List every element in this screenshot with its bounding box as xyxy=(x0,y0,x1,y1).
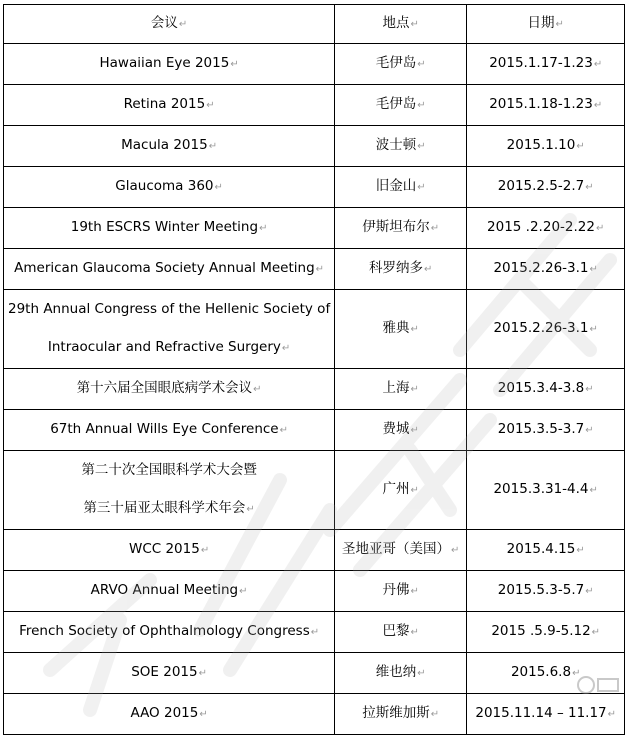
date-cell: 2015.5.3-5.7↵ xyxy=(467,571,625,612)
location-cell: 毛伊岛↵ xyxy=(335,44,467,85)
table-row xyxy=(4,451,625,530)
date-cell: 2015.1.10↵ xyxy=(467,126,625,167)
location-cell: 丹佛↵ xyxy=(335,571,467,612)
table-row xyxy=(4,44,625,85)
conference-name-cell: 19th ESCRS Winter Meeting↵ xyxy=(4,208,335,249)
location-cell: 波士顿↵ xyxy=(335,126,467,167)
date-cell: 2015.6.8↵ xyxy=(467,653,625,694)
date-cell: 2015.4.15↵ xyxy=(467,530,625,571)
location-cell: 毛伊岛↵ xyxy=(335,85,467,126)
location-cell: 维也纳↵ xyxy=(335,653,467,694)
conference-name-cell: American Glaucoma Society Annual Meeting↵ xyxy=(4,249,335,290)
location-cell: 费城↵ xyxy=(335,410,467,451)
location-cell: 拉斯维加斯↵ xyxy=(335,694,467,735)
location-cell: 圣地亚哥（美国）↵ xyxy=(335,530,467,571)
table-row xyxy=(4,694,625,735)
location-cell: 广州↵ xyxy=(335,451,467,530)
conference-name-cell: WCC 2015↵ xyxy=(4,530,335,571)
date-cell: 2015.2.26-3.1↵ xyxy=(467,249,625,290)
location-cell: 雅典↵ xyxy=(335,290,467,369)
location-cell: 旧金山↵ xyxy=(335,167,467,208)
conference-name-cell: 第二十次全国眼科学术大会暨 第三十届亚太眼科学术年会↵ xyxy=(4,451,335,530)
header-name: 会议↵ xyxy=(4,5,335,44)
table-row xyxy=(4,410,625,451)
table-body xyxy=(4,44,625,735)
header-location: 地点↵ xyxy=(335,5,467,44)
location-cell: 科罗纳多↵ xyxy=(335,249,467,290)
location-cell: 上海↵ xyxy=(335,369,467,410)
table-header-row xyxy=(4,5,625,44)
date-cell: 2015.3.31-4.4↵ xyxy=(467,451,625,530)
date-cell: 2015.3.4-3.8↵ xyxy=(467,369,625,410)
date-cell: 2015 .5.9-5.12↵ xyxy=(467,612,625,653)
table-row xyxy=(4,126,625,167)
location-cell: 伊斯坦布尔↵ xyxy=(335,208,467,249)
conference-name-cell: Hawaiian Eye 2015↵ xyxy=(4,44,335,85)
conference-name-cell: French Society of Ophthalmology Congress↵ xyxy=(4,612,335,653)
date-cell: 2015.11.14 – 11.17↵ xyxy=(467,694,625,735)
date-cell: 2015.1.18-1.23↵ xyxy=(467,85,625,126)
conference-name-cell: 67th Annual Wills Eye Conference↵ xyxy=(4,410,335,451)
conference-name-cell: Retina 2015↵ xyxy=(4,85,335,126)
date-cell: 2015.3.5-3.7↵ xyxy=(467,410,625,451)
date-cell: 2015.2.26-3.1↵ xyxy=(467,290,625,369)
conference-name-cell: Glaucoma 360↵ xyxy=(4,167,335,208)
date-cell: 2015.2.5-2.7↵ xyxy=(467,167,625,208)
table-row xyxy=(4,612,625,653)
table-row xyxy=(4,167,625,208)
table-row xyxy=(4,249,625,290)
header-date: 日期↵ xyxy=(467,5,625,44)
table-row xyxy=(4,290,625,369)
table-row xyxy=(4,571,625,612)
conference-name-cell: ARVO Annual Meeting↵ xyxy=(4,571,335,612)
table-row xyxy=(4,85,625,126)
conference-name-cell: 第十六届全国眼底病学术会议↵ xyxy=(4,369,335,410)
location-cell: 巴黎↵ xyxy=(335,612,467,653)
date-cell: 2015.1.17-1.23↵ xyxy=(467,44,625,85)
conference-name-cell: 29th Annual Congress of the Hellenic Society of Intraocular and Refractive Surgery↵ xyxy=(4,290,335,369)
table-row xyxy=(4,653,625,694)
conference-name-cell: Macula 2015↵ xyxy=(4,126,335,167)
date-cell: 2015 .2.20-2.22↵ xyxy=(467,208,625,249)
conference-table xyxy=(3,4,625,735)
conference-name-cell: SOE 2015↵ xyxy=(4,653,335,694)
table-row xyxy=(4,369,625,410)
table-row xyxy=(4,208,625,249)
conference-name-cell: AAO 2015↵ xyxy=(4,694,335,735)
table-row xyxy=(4,530,625,571)
